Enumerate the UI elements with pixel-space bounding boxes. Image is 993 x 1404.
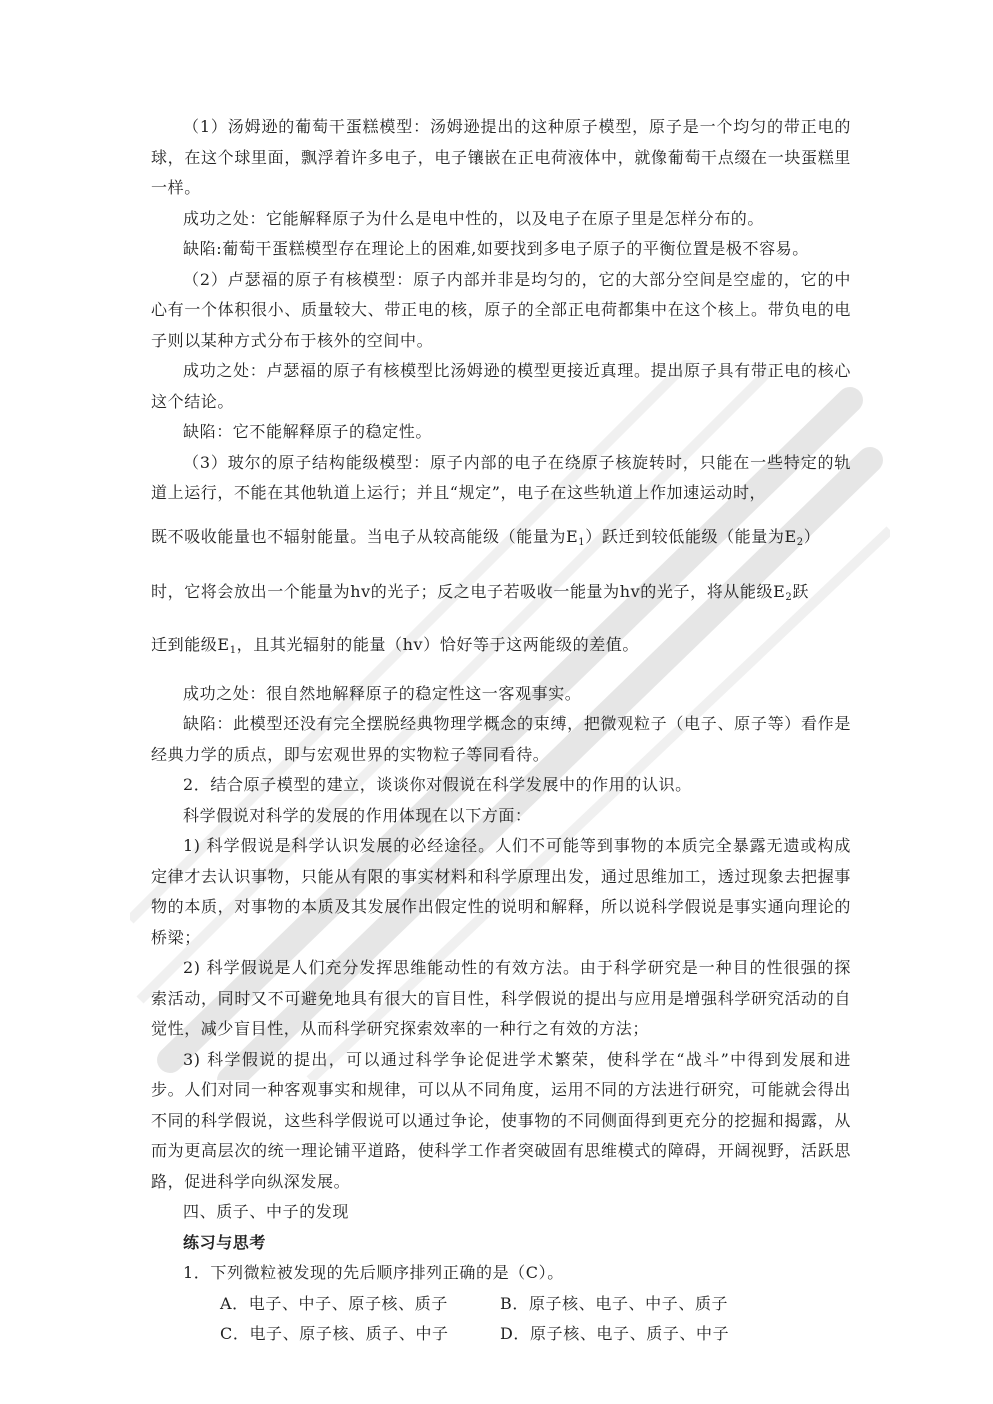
option-a: A．电子、中子、原子核、质子 [220,1293,448,1313]
paragraph-rutherford-model: （2）卢瑟福的原子有核模型：原子内部并非是均匀的，它的大部分空间是空虚的，它的中心有一个体积很小、质量较大、带正电的核，原子的全部正电荷都集中在这个核上。带负电的电子则以某种方式分布于核外的空间中。 [151,269,851,350]
paragraph-hypothesis-1: 1) 科学假说是科学认识发展的必经途径。人们不可能等到事物的本质完全暴露无遗或构成定律才去认识事物，只能从有限的事实材料和科学原理出发，通过思维加工，透过现象去把握事物的本质，对事物的本质及其发展作出假定性的说明和解释，所以说科学假说是事实通向理论的桥梁； [151,836,851,947]
exercise-heading: 练习与思考 [183,1232,267,1252]
paragraph-bohr-photon-line: 时，它将会放出一个能量为hv的光子；反之电子若吸收一能量为hv的光子，将从能级$E_2$跃 [151,581,809,603]
paragraph-rutherford-success: 成功之处：卢瑟福的原子有核模型比汤姆逊的模型更接近真理。提出原子具有带正电的核心这个结论。 [151,361,851,411]
paragraph-bohr-transition-line: 迁到能级$E_1$，且其光辐射的能量（hv）恰好等于这两能级的差值。 [151,634,640,656]
paragraph-rutherford-defect: 缺陷：它不能解释原子的稳定性。 [183,422,433,441]
exercise-question-1: 1．下列微粒被发现的先后顺序排列正确的是（C）。 [183,1263,564,1282]
question-2: 2．结合原子模型的建立，谈谈你对假说在科学发展中的作用的认识。 [183,775,692,794]
paragraph-thomson-model: （1）汤姆逊的葡萄干蛋糕模型：汤姆逊提出的这种原子模型，原子是一个均匀的带正电的球，在这个球里面，飘浮着许多电子，电子镶嵌在正电荷液体中，就像葡萄干点缀在一块蛋糕里一样。 [151,117,851,197]
paragraph-bohr-success: 成功之处：很自然地解释原子的稳定性这一客观事实。 [183,683,582,703]
document-body [151,112,851,1350]
paragraph-hypothesis-2: 2) 科学假说是人们充分发挥思维能动性的有效方法。由于科学研究是一种目的性很强的探索活动，同时又不可避免地具有很大的盲目性，科学假说的提出与应用是增强科学研究活动的自觉性，减少盲目性，从而科学研究探索效率的一种行之有效的方法； [151,958,851,1038]
paragraph-bohr-energy-line: 既不吸收能量也不辐射能量。当电子从较高能级（能量为$E_1$）跃迁到较低能级（能量为$E_2$） [151,526,821,548]
answer-options [151,1289,851,1350]
paragraph-thomson-success: 成功之处：它能解释原子为什么是电中性的，以及电子在原子里是怎样分布的。 [183,208,765,228]
paragraph-hypothesis-3: 3) 科学假说的提出，可以通过科学争论促进学术繁荣，使科学在“战斗”中得到发展和进步。人们对同一种客观事实和规律，可以从不同角度，运用不同的方法进行研究，可能就会得出不同的科学假说，这些科学假说可以通过争论，使事物的不同侧面得到更充分的挖掘和揭露，从而为更高层次的统一理论铺平道路，使科学工作者突破固有思维模式的障碍，开阔视野，活跃思路，促进科学向纵深发展。 [151,1049,851,1191]
option-b: B．原子核、电子、中子、质子 [500,1293,729,1313]
paragraph-bohr-model: （3）玻尔的原子结构能级模型：原子内部的电子在绕原子核旋转时，只能在一些特定的轨道上运行，不能在其他轨道上运行；并且“规定”，电子在这些轨道上作加速运动时， [151,452,851,502]
option-d: D．原子核、电子、质子、中子 [500,1324,730,1343]
paragraph-bohr-defect: 缺陷：此模型还没有完全摆脱经典物理学概念的束缚，把微观粒子（电子、原子等）看作是经典力学的质点，即与宏观世界的实物粒子等同看待。 [151,714,851,764]
section-heading: 四、质子、中子的发现 [183,1202,350,1221]
option-c: C．电子、原子核、质子、中子 [220,1324,449,1343]
paragraph-thomson-defect: 缺陷:葡萄干蛋糕模型存在理论上的困难,如要找到多电子原子的平衡位置是极不容易。 [183,239,809,258]
paragraph-hypothesis-intro: 科学假说对科学的发展的作用体现在以下方面： [183,805,532,825]
